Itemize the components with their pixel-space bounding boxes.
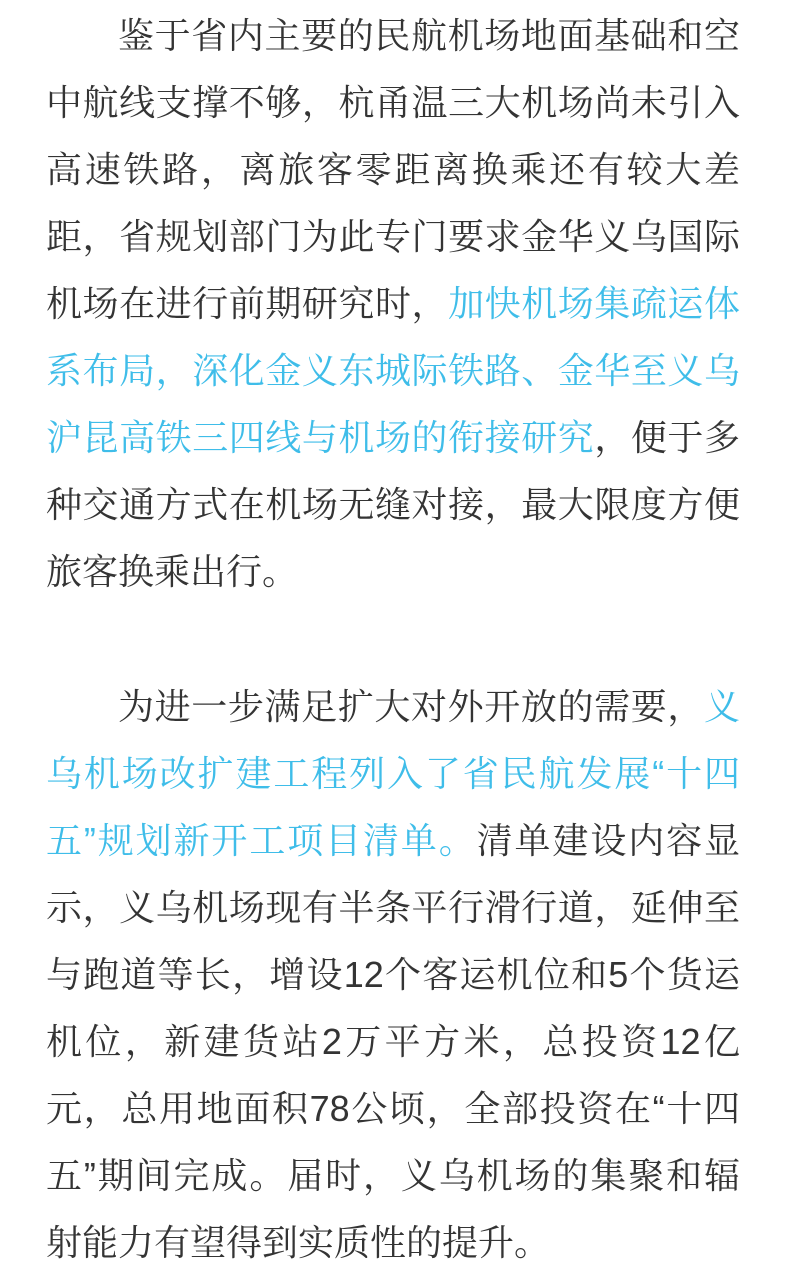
text-segment: 示，义乌机场现有半条平行滑行道，延伸至 [46,887,740,928]
text-line [46,1209,740,1276]
text-segment: 五”期间完成。届时，义乌机场的集聚和辐 [46,1155,740,1196]
text-segment: 元，总用地面积78公顷，全部投资在“十四 [46,1088,740,1129]
text-segment: 清单建设内容显 [476,820,740,861]
highlighted-text-segment: 五”规划新开工项目清单。 [46,820,477,861]
text-line [46,807,740,874]
text-segment: 与跑道等长，增设12个客运机位和5个货运 [46,954,740,995]
paragraph [46,2,740,605]
highlighted-text-segment: 沪昆高铁三四线与机场的衔接研究 [46,417,595,458]
text-line [46,471,740,538]
text-segment: 距，省规划部门为此专门要求金华义乌国际 [46,216,740,257]
text-line [46,2,740,69]
paragraph [46,673,740,1276]
text-line [46,337,740,404]
text-line [46,1142,740,1209]
text-segment: 高速铁路，离旅客零距离换乘还有较大差 [46,149,740,190]
text-segment: ，便于多 [594,417,740,458]
text-segment: 种交通方式在机场无缝对接，最大限度方便 [46,484,740,525]
highlighted-text-segment: 系布局，深化金义东城际铁路、金华至义乌 [46,350,740,391]
text-line [46,941,740,1008]
text-segment: 机场在进行前期研究时， [46,283,449,324]
text-line [46,874,740,941]
text-line [46,673,740,740]
highlighted-text-segment: 乌机场改扩建工程列入了省民航发展“十四 [46,753,740,794]
text-segment: 机位，新建货站2万平方米，总投资12亿 [46,1021,740,1062]
highlighted-text-segment: 义 [703,686,740,727]
text-line [46,1008,740,1075]
text-line [46,740,740,807]
text-line [46,404,740,471]
text-segment: 射能力有望得到实质性的提升。 [46,1222,551,1263]
text-line [46,270,740,337]
text-segment: 鉴于省内主要的民航机场地面基础和空 [118,15,740,56]
text-line [46,203,740,270]
text-line [46,136,740,203]
highlighted-text-segment: 加快机场集疏运体 [448,283,740,324]
text-segment: 为进一步满足扩大对外开放的需要， [118,686,704,727]
text-line [46,69,740,136]
text-segment: 旅客换乘出行。 [46,551,299,592]
text-line [46,1075,740,1142]
text-segment: 中航线支撑不够，杭甬温三大机场尚未引入 [46,82,740,123]
text-line [46,538,740,605]
